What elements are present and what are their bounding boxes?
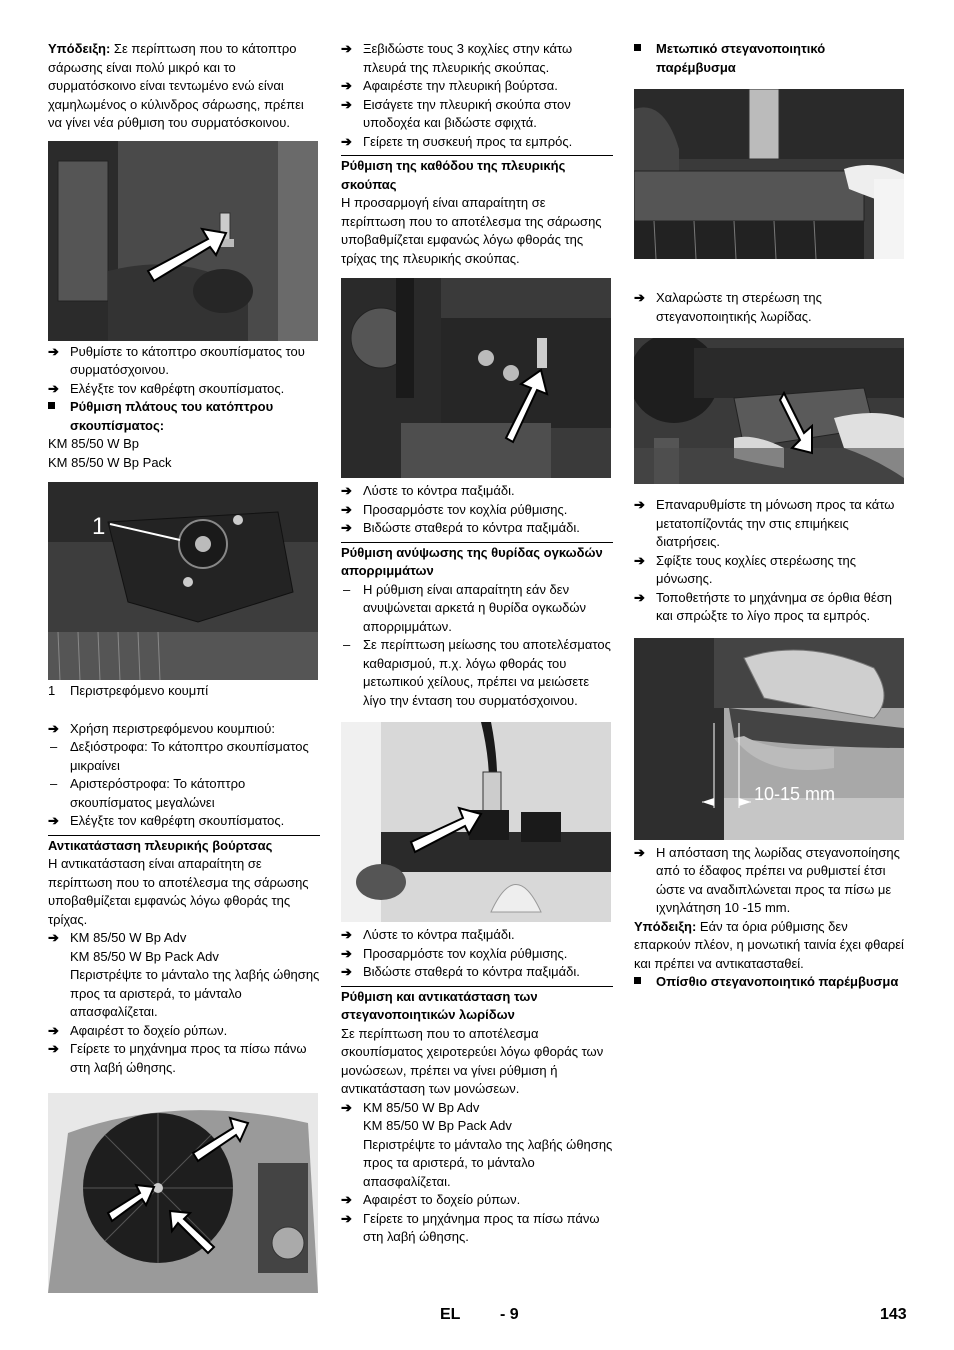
photo-side-brush-adjust xyxy=(341,278,611,478)
step-text: Σφίξτε τους κοχλίες στερέωσης της μόνωσης. xyxy=(656,552,857,586)
model-name: KM 85/50 W Bp Pack Adv xyxy=(70,948,219,964)
step xyxy=(48,812,320,831)
step xyxy=(48,380,320,399)
arrow-right-icon: ➔ xyxy=(341,501,352,517)
arrow-right-icon: ➔ xyxy=(341,1210,352,1226)
step-text: Αφαιρέστ το δοχείο ρύπων. xyxy=(363,1192,521,1207)
step-text: Ελέγξτε τον καθρέφτη σκουπίσματος. xyxy=(70,813,285,828)
photo-front-seal xyxy=(634,89,904,259)
measurement-label: 10-15 mm xyxy=(754,783,836,804)
step-text: Επαναρυθμίστε τη μόνωση προς τα κάτω μετατοπίζοντάς την στις επιμήκεις διατρήσεις. xyxy=(656,497,895,549)
step xyxy=(341,482,613,501)
step xyxy=(341,1099,613,1118)
step-text: Προσαρμόστε τον κοχλία ρύθμισης. xyxy=(363,501,568,517)
model-name: KM 85/50 W Bp Pack xyxy=(48,454,172,470)
step xyxy=(341,945,613,964)
section-heading: Αντικατάσταση πλευρικής βούρτσας xyxy=(48,835,320,856)
arrow-right-icon: ➔ xyxy=(341,945,352,961)
note-text: Σε περίπτωση που το κάτοπτρο σάρωσης είναι πολύ μικρό και το συρματόσκοινο είναι τεντωμένο ενώ είναι χαμηλωμένος ο κύλινδρος σάρωσης, πρέπει να γίνει νέα ρύθμιση του συρματόσκοινου. xyxy=(48,41,304,130)
step-text: Λύστε το κόντρα παξιμάδι. xyxy=(363,483,515,498)
model-name: KM 85/50 W Bp xyxy=(48,436,140,451)
step-text: Αφαιρέστε την πλευρική βούρτσα. xyxy=(363,78,558,93)
step-text: Χρήση περιστρεφόμενου κουμπιού: xyxy=(70,720,275,736)
step-text: Ξεβιδώστε τους 3 κοχλίες στην κάτω πλευρά της πλευρικής σκούπας. xyxy=(363,41,573,75)
section-heading: Ρύθμιση και αντικατάσταση των στεγανοποιητικών λωρίδων xyxy=(341,986,613,1025)
bullet-item xyxy=(48,398,320,435)
paragraph: Σε περίπτωση που το αποτέλεσμα σκουπίσματος χειροτερεύει λόγω φθοράς των μονώσεων, πρέπει να γίνει ρύθμιση ή αντικατάσταση των μονώσεων. xyxy=(341,1025,604,1096)
step-text: Ελέγξτε τον καθρέφτη σκουπίσματος. xyxy=(70,380,285,396)
note-label: Υπόδειξη: xyxy=(48,41,111,56)
step-detail: Περιστρέψτε το μάνταλο της λαβής ώθησης προς τα αριστερά, το μάνταλο απασφαλίζεται. xyxy=(363,1136,613,1189)
arrow-right-icon: ➔ xyxy=(341,41,352,56)
photo-seal-reposition xyxy=(634,338,904,484)
square-bullet-icon xyxy=(48,402,55,409)
step-text: KM 85/50 W Bp Adv xyxy=(363,1099,480,1115)
photo-flap-lift xyxy=(341,722,611,922)
step xyxy=(341,1210,613,1247)
step xyxy=(48,343,320,380)
footer-local-page-text: - 9 xyxy=(500,1306,519,1323)
arrow-right-icon: ➔ xyxy=(48,930,59,945)
step-text: Προσαρμόστε τον κοχλία ρύθμισης. xyxy=(363,945,568,961)
footer-page-number: 143 xyxy=(880,1306,907,1323)
step xyxy=(48,929,320,948)
paragraph: Η αντικατάσταση είναι απαραίτητη σε περίπτωση που το αποτέλεσμα της σάρωσης υποβαθμίζεται εμφανώς λόγω φθοράς της τρίχας. xyxy=(48,856,309,927)
step xyxy=(48,1022,320,1041)
step xyxy=(341,963,613,982)
photo-wire-rope-adjuster xyxy=(48,141,318,341)
photo-rotary-knob xyxy=(48,482,318,680)
step xyxy=(341,96,613,133)
dash-item: – Αριστερόστροφα: Το κάτοπτρο σκουπίσματος μεγαλώνει xyxy=(50,776,246,810)
arrow-right-icon: ➔ xyxy=(341,96,352,112)
step-text: Γείρετε το μηχάνημα προς τα πίσω πάνω στη λαβή ώθησης. xyxy=(70,1041,307,1075)
note xyxy=(634,918,906,974)
arrow-right-icon: ➔ xyxy=(48,1041,59,1056)
paragraph: Η προσαρμογή είναι απαραίτητη σε περίπτωση που το αποτέλεσμα της σάρωσης υποβαθμίζεται εμφανώς λόγω φθοράς της τρίχας της πλευρικής σκούπας. xyxy=(341,195,602,266)
column-1 xyxy=(48,40,320,1293)
step-text: KM 85/50 W Bp Adv xyxy=(70,930,187,945)
step-text: Αφαιρέστ το δοχείο ρύπων. xyxy=(70,1022,228,1038)
dash-item: – Η ρύθμιση είναι απαραίτητη εάν δεν ανυψώνεται αρκετά η θυρίδα ογκωδών απορριμμάτων. xyxy=(343,581,587,634)
step xyxy=(341,40,613,77)
bullet-text: Οπίσθιο στεγανοποιητικό παρέμβυσμα xyxy=(656,974,899,989)
arrow-right-icon: ➔ xyxy=(341,133,352,149)
model-name: KM 85/50 W Bp Pack Adv xyxy=(363,1118,512,1133)
arrow-right-icon: ➔ xyxy=(634,290,645,305)
step xyxy=(341,501,613,520)
step xyxy=(341,926,613,945)
bullet-text: Μετωπικό στεγανοποιητικό παρέμβυσμα xyxy=(656,41,826,75)
arrow-right-icon: ➔ xyxy=(48,1022,59,1038)
photo-seal-clearance xyxy=(634,638,904,840)
step-text: Ρυθμίστε το κάτοπτρο σκουπίσματος του συρματόσχοινου. xyxy=(70,343,305,377)
photo-callout-number: 1 xyxy=(92,513,106,540)
step-text: Βιδώστε σταθερά το κόντρα παξιμάδι. xyxy=(363,520,580,535)
step-text: Η απόσταση της λωρίδας στεγανοποίησης από το έδαφος πρέπει να ρυθμιστεί έτσι ώστε να αναδιπλώνεται προς τα πίσω με ιχνηλάτηση 10 -15 mm. xyxy=(656,844,900,915)
section-heading: Ρύθμιση ανύψωσης της θυρίδας ογκωδών απορριμμάτων xyxy=(341,542,613,581)
footer-language: EL xyxy=(440,1306,461,1323)
dash-text: Η ρύθμιση είναι απαραίτητη εάν δεν ανυψώνεται αρκετά η θυρίδα ογκωδών απορριμμάτων. xyxy=(363,581,587,634)
caption-number: 1 xyxy=(48,683,56,698)
dash-text: Δεξιόστροφα: Το κάτοπτρο σκουπίσματος μικραίνει xyxy=(70,739,309,773)
photo-side-brush xyxy=(48,1093,318,1293)
arrow-right-icon: ➔ xyxy=(48,343,59,359)
arrow-right-icon: ➔ xyxy=(341,520,352,535)
dash-item: – Δεξιόστροφα: Το κάτοπτρο σκουπίσματος μικραίνει xyxy=(50,739,309,773)
step xyxy=(634,289,906,326)
bullet-text: Ρύθμιση πλάτους του κατόπτρου σκουπίσματος: xyxy=(70,399,274,433)
step-text: Γείρετε το μηχάνημα προς τα πίσω πάνω στη λαβή ώθησης. xyxy=(363,1210,600,1244)
arrow-right-icon: ➔ xyxy=(48,380,59,396)
step xyxy=(634,552,906,589)
note-text: Εάν τα όρια ρύθμισης δεν επαρκούν πλέον, η μονωτική ταινία έχει φθαρεί και πρέπει να αντικατασταθεί. xyxy=(634,918,904,971)
caption-text: Περιστρεφόμενο κουμπί xyxy=(70,683,209,698)
arrow-right-icon: ➔ xyxy=(341,483,352,498)
step-text: Τοποθετήστε το μηχάνημα σε όρθια θέση και σπρώξτε το λίγο προς τα εμπρός. xyxy=(656,589,892,623)
arrow-right-icon: ➔ xyxy=(341,78,352,93)
column-3 xyxy=(634,40,906,992)
note xyxy=(48,40,320,133)
step-detail: Περιστρέψτε το μάνταλο της λαβής ώθησης προς τα αριστερά, το μάνταλο απασφαλίζεται. xyxy=(70,967,320,1019)
step-text: Γείρετε τη συσκευή προς τα εμπρός. xyxy=(363,133,573,149)
step-text: Βιδώστε σταθερά το κόντρα παξιμάδι. xyxy=(363,964,580,979)
column-2 xyxy=(341,40,613,1247)
footer-local-page xyxy=(500,1306,519,1324)
note-label: Υπόδειξη: xyxy=(634,918,697,934)
dash-item: – Σε περίπτωση μείωσης του αποτελέσματος καθαρισμού, π.χ. λόγω φθοράς του μετωπικού χείλους, πρέπει να μειώσετε λίγο την ένταση του συρματόσχοινου. xyxy=(343,637,611,708)
step-text: Χαλαρώστε τη στερέωση της στεγανοποιητικής λωρίδας. xyxy=(656,290,822,324)
step xyxy=(634,844,906,918)
arrow-right-icon: ➔ xyxy=(48,720,59,736)
step xyxy=(341,1191,613,1210)
arrow-right-icon: ➔ xyxy=(341,927,352,942)
arrow-right-icon: ➔ xyxy=(341,964,352,979)
square-bullet-icon xyxy=(634,977,641,984)
section-heading: Ρύθμιση της καθόδου της πλευρικής σκούπας xyxy=(341,155,613,194)
arrow-right-icon: ➔ xyxy=(341,1099,352,1115)
dash-text: Αριστερόστροφα: Το κάτοπτρο σκουπίσματος μεγαλώνει xyxy=(70,776,246,810)
step xyxy=(341,519,613,538)
arrow-right-icon: ➔ xyxy=(634,589,645,605)
arrow-right-icon: ➔ xyxy=(48,813,59,828)
step xyxy=(48,720,320,739)
square-bullet-icon xyxy=(634,44,641,51)
arrow-right-icon: ➔ xyxy=(634,552,645,568)
dash-text: Σε περίπτωση μείωσης του αποτελέσματος καθαρισμού, π.χ. λόγω φθοράς του μετωπικού χείλους, πρέπει να μειώσετε λίγο την ένταση του συρματόσχοινου. xyxy=(363,637,611,708)
step xyxy=(48,1040,320,1077)
step xyxy=(634,496,906,552)
arrow-right-icon: ➔ xyxy=(634,844,645,860)
step-text: Λύστε το κόντρα παξιμάδι. xyxy=(363,927,515,942)
step xyxy=(341,77,613,96)
arrow-right-icon: ➔ xyxy=(341,1192,352,1207)
step xyxy=(634,589,906,626)
step xyxy=(341,133,613,152)
figure-caption xyxy=(48,682,320,701)
bullet-item xyxy=(634,973,906,992)
bullet-item xyxy=(634,40,906,77)
step-text: Εισάγετε την πλευρική σκούπα στον υποδοχέα και βιδώστε σφιχτά. xyxy=(363,96,571,130)
arrow-right-icon: ➔ xyxy=(634,497,645,512)
